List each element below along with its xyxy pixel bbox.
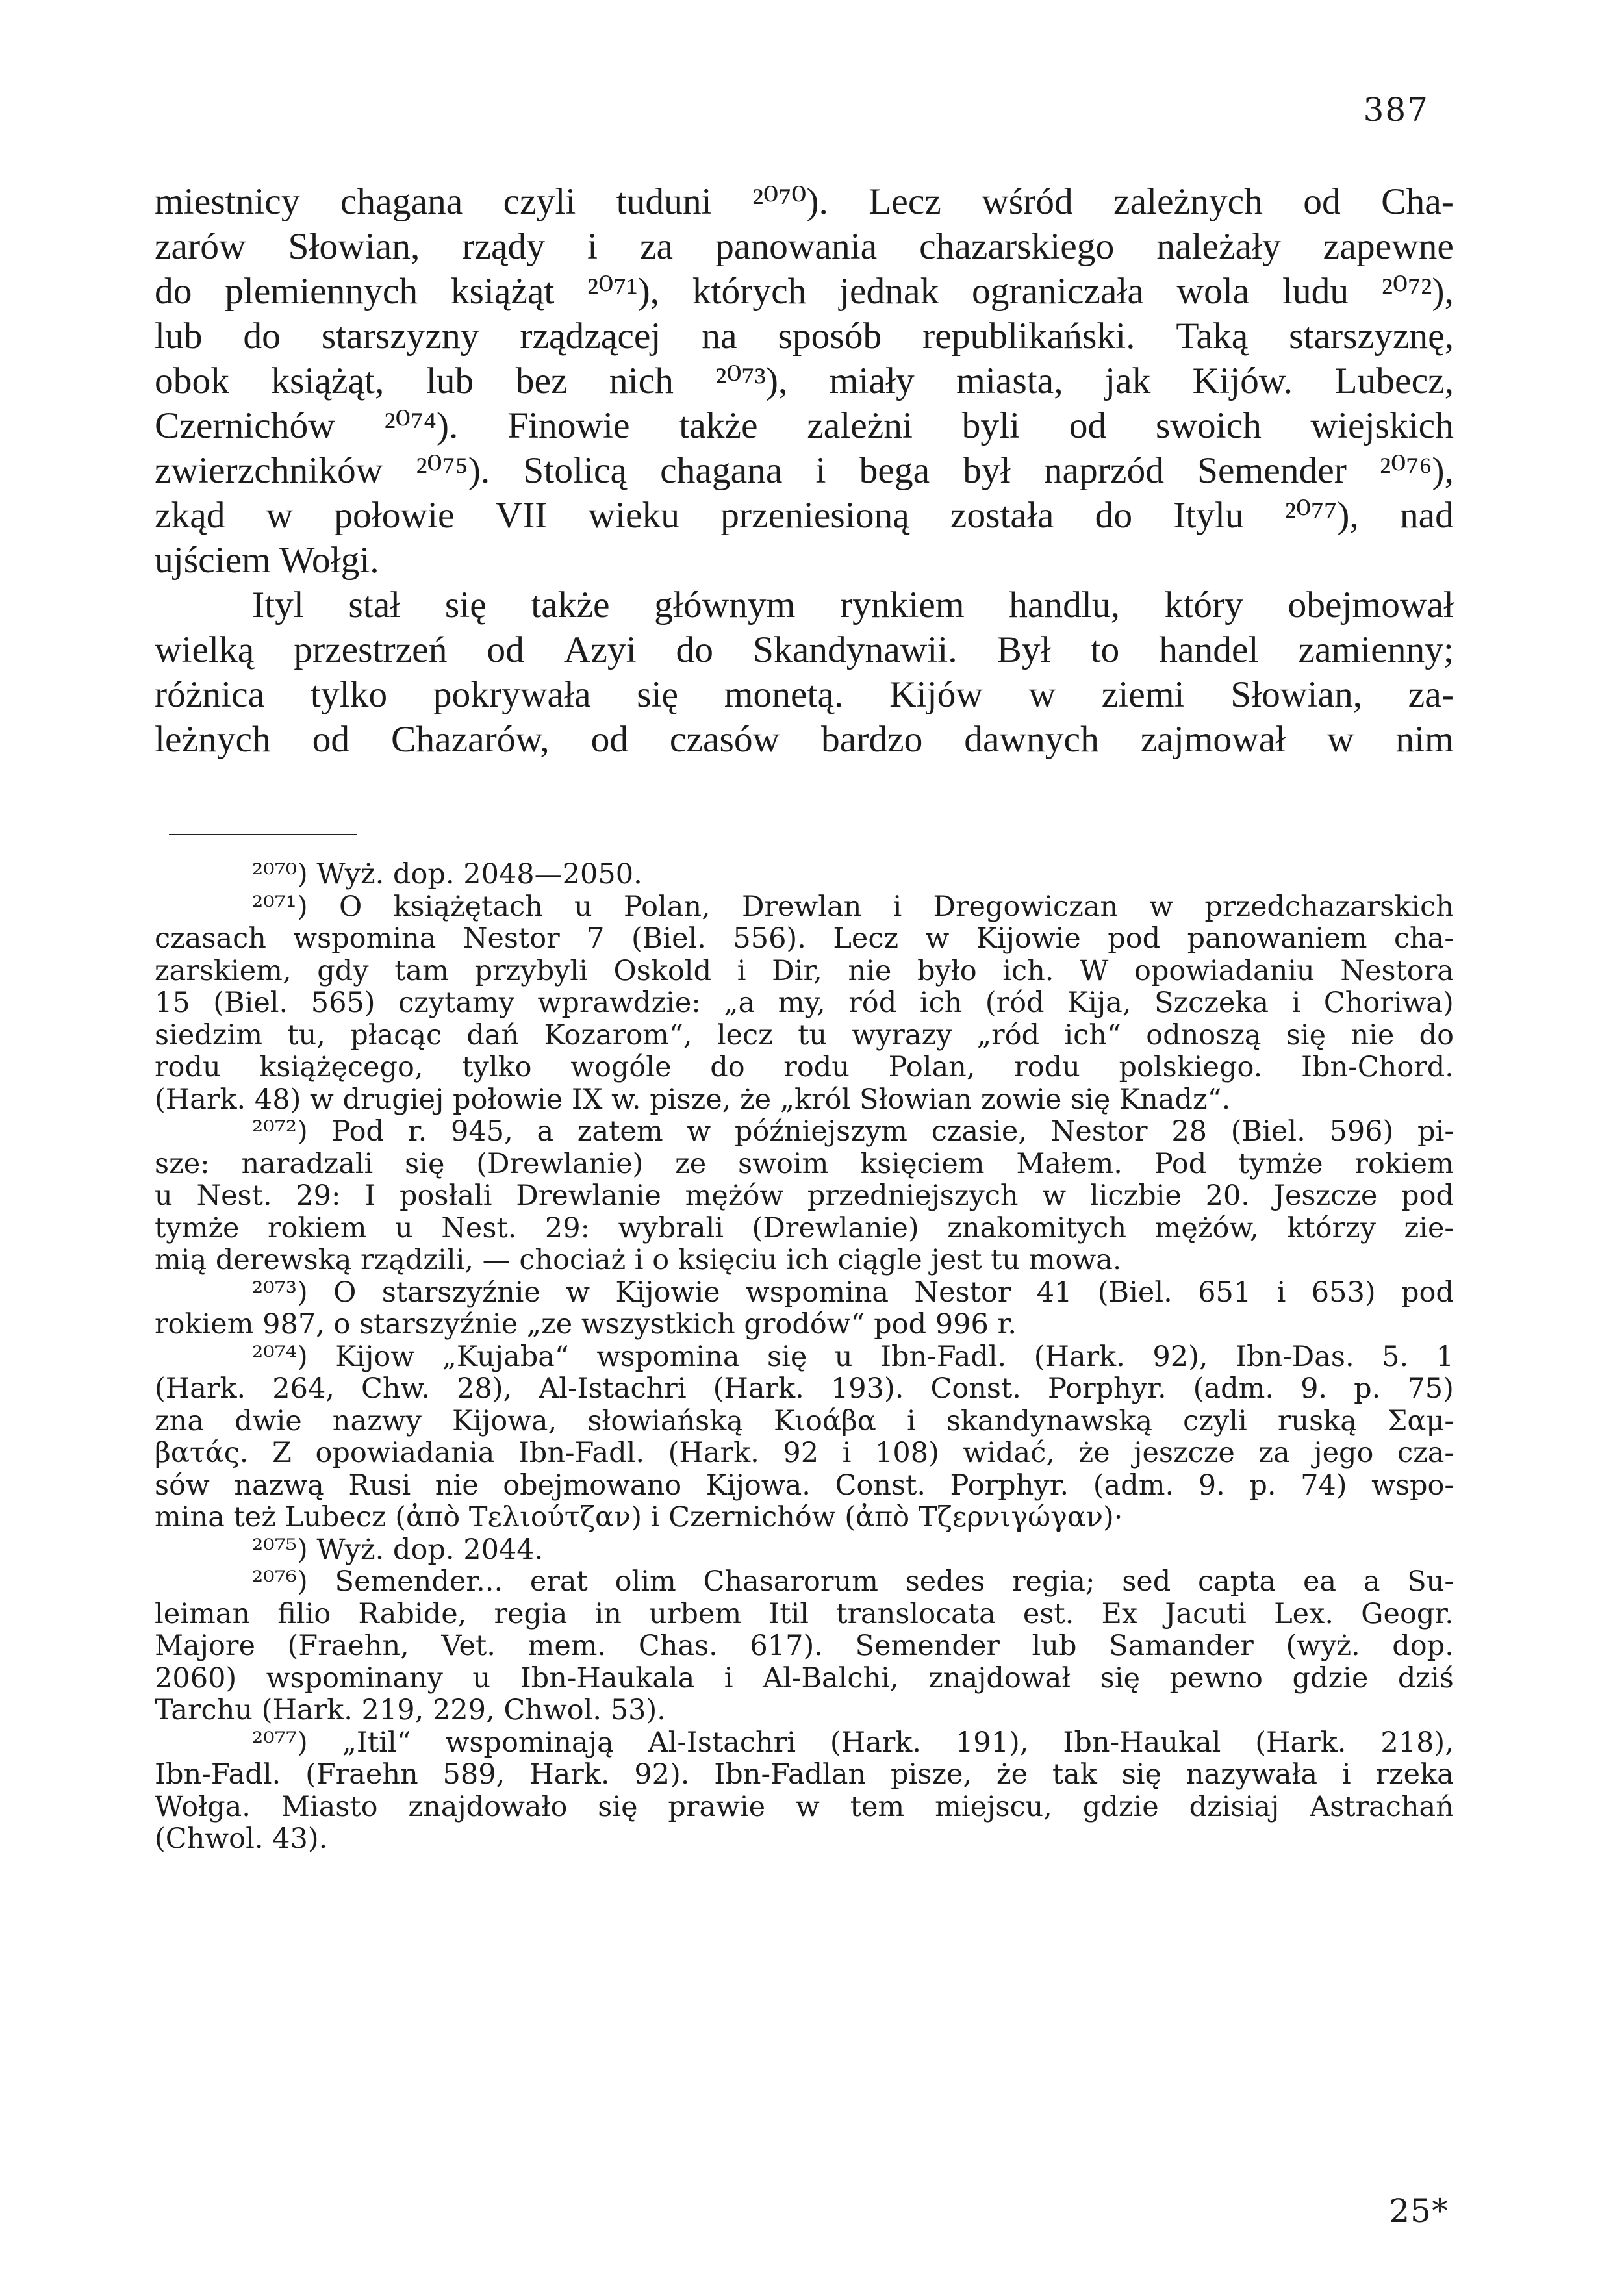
- footnote-line: Tarchu (Hark. 219, 229, Chwol. 53).: [155, 1694, 666, 1726]
- footnote-line: ²⁰⁷⁶) Semender... erat olim Chasarorum sedes regia; sed capta ea a Su-: [252, 1565, 1454, 1598]
- footnote-line: ²⁰⁷⁷) „Itil“ wspominają Al-Istachri (Hark. 191), Ibn-Haukal (Hark. 218),: [252, 1726, 1454, 1759]
- main-text-line: leżnych od Chazarów, od czasów bardzo dawnych zajmował w nim: [155, 719, 1454, 760]
- main-text-line: zarów Słowian, rządy i za panowania chazarskiego należały zapewne: [155, 226, 1454, 267]
- footnote-line: ²⁰⁷⁵) Wyż. dop. 2044.: [252, 1533, 544, 1566]
- footnote-line: (Chwol. 43).: [155, 1823, 328, 1855]
- page-number: 387: [1363, 91, 1429, 129]
- main-text-line: do plemiennych książąt ²⁰⁷¹), których jednak ograniczała wola ludu ²⁰⁷²),: [155, 271, 1454, 312]
- footnote-line: u Nest. 29: I posłali Drewlanie mężów przedniejszych w liczbie 20. Jeszcze pod: [155, 1180, 1454, 1212]
- footnote-line: ²⁰⁷¹) O książętach u Polan, Drewlan i Dregowiczan w przedchazarskich: [252, 890, 1454, 923]
- footnote-line: βατάς. Z opowiadania Ibn-Fadl. (Hark. 92 i 108) widać, że jeszcze za jego cza-: [155, 1437, 1454, 1469]
- main-text-line: zkąd w połowie VII wieku przeniesioną została do Itylu ²⁰⁷⁷), nad: [155, 495, 1454, 536]
- footnote-line: leiman filio Rabide, regia in urbem Itil translocata est. Ex Jacuti Lex. Geogr.: [155, 1597, 1454, 1630]
- footnotes: [155, 859, 1454, 1856]
- footnote-line: zna dwie nazwy Kijowa, słowiańską Κιοάβα i skandynawską czyli ruską Σαμ-: [155, 1404, 1454, 1437]
- main-text-line: ujściem Wołgi.: [155, 540, 379, 581]
- footnote-line: Ibn-Fadl. (Fraehn 589, Hark. 92). Ibn-Fadlan pisze, że tak się nazywała i rzeka: [155, 1758, 1454, 1791]
- footnote-line: sów nazwą Rusi nie obejmowano Kijowa. Const. Porphyr. (adm. 9. p. 74) wspo-: [155, 1469, 1454, 1502]
- footnote-line: rokiem 987, o starszyźnie „ze wszystkich grodów“ pod 996 r.: [155, 1308, 1017, 1341]
- footnote-line: ²⁰⁷²) Pod r. 945, a zatem w późniejszym czasie, Nestor 28 (Biel. 596) pi-: [252, 1115, 1454, 1148]
- footnote-line: mią derewską rządzili, — chociaż i o księciu ich ciągle jest tu mowa.: [155, 1244, 1122, 1276]
- main-text-line: obok książąt, lub bez nich ²⁰⁷³), miały miasta, jak Kijów. Lubecz,: [155, 360, 1454, 401]
- footnote-line: zarskiem, gdy tam przybyli Oskold i Dir, nie było ich. W opowiadaniu Nestora: [155, 954, 1454, 987]
- main-text-line: wielką przestrzeń od Azyi do Skandynawii. Był to handel zamienny;: [155, 629, 1454, 670]
- printer-signature: 25*: [1389, 2192, 1449, 2230]
- footnote-line: ²⁰⁷⁰) Wyż. dop. 2048—2050.: [252, 858, 642, 890]
- main-text-line: Czernichów ²⁰⁷⁴). Finowie także zależni byli od swoich wiejskich: [155, 405, 1454, 446]
- main-text-line: miestnicy chagana czyli tuduni ²⁰⁷⁰). Lecz wśród zależnych od Cha-: [155, 181, 1454, 222]
- footnote-line: Wołga. Miasto znajdowało się prawie w tem miejscu, gdzie dzisiaj Astrachań: [155, 1790, 1454, 1823]
- main-text-line: Ityl stał się także głównym rynkiem handlu, który obejmował: [252, 585, 1454, 625]
- footnote-line: sze: naradzali się (Drewlanie) ze swoim księciem Małem. Pod tymże rokiem: [155, 1147, 1454, 1180]
- main-text-line: różnica tylko pokrywała się monetą. Kijów w ziemi Słowian, za-: [155, 674, 1454, 715]
- footnote-line: (Hark. 264, Chw. 28), Al-Istachri (Hark. 193). Const. Porphyr. (adm. 9. p. 75): [155, 1372, 1454, 1405]
- footnote-line: mina też Lubecz (ἀπὸ Τελιούτζαν) i Czernichów (ἀπὸ Τζερνιγώγαν)·: [155, 1501, 1123, 1533]
- footnote-line: rodu książęcego, tylko wogóle do rodu Polan, rodu polskiego. Ibn-Chord.: [155, 1051, 1454, 1083]
- footnote-line: tymże rokiem u Nest. 29: wybrali (Drewlanie) znakomitych mężów, którzy zie-: [155, 1211, 1454, 1244]
- footnote-line: 2060) wspominany u Ibn-Haukala i Al-Balchi, znajdował się pewno gdzie dziś: [155, 1661, 1454, 1695]
- footnote-line: siedzim tu, płacąc dań Kozarom“, lecz tu wyrazy „ród ich“ odnoszą się nie do: [155, 1018, 1454, 1052]
- footnote-line: Majore (Fraehn, Vet. mem. Chas. 617). Semender lub Samander (wyż. dop.: [155, 1630, 1454, 1662]
- footnote-line: (Hark. 48) w drugiej połowie IX w. pisze, że „król Słowian zowie się Knadz“.: [155, 1083, 1231, 1116]
- footnote-line: 15 (Biel. 565) czytamy wprawdzie: „a my, ród ich (ród Kija, Szczeka i Choriwa): [155, 987, 1454, 1019]
- main-text-line: lub do starszyzny rządzącej na sposób republikański. Taką starszyznę,: [155, 316, 1454, 357]
- main-text-line: zwierzchników ²⁰⁷⁵). Stolicą chagana i bega był naprzód Semender ²⁰⁷⁶),: [155, 450, 1454, 491]
- footnote-line: czasach wspomina Nestor 7 (Biel. 556). Lecz w Kijowie pod panowaniem cha-: [155, 922, 1454, 955]
- footnote-line: ²⁰⁷⁴) Kijow „Kujaba“ wspomina się u Ibn-Fadl. (Hark. 92), Ibn-Das. 5. 1: [252, 1340, 1454, 1373]
- main-text: [155, 179, 1454, 762]
- footnote-separator: [169, 834, 357, 835]
- footnote-line: ²⁰⁷³) O starszyźnie w Kijowie wspomina Nestor 41 (Biel. 651 i 653) pod: [252, 1276, 1454, 1309]
